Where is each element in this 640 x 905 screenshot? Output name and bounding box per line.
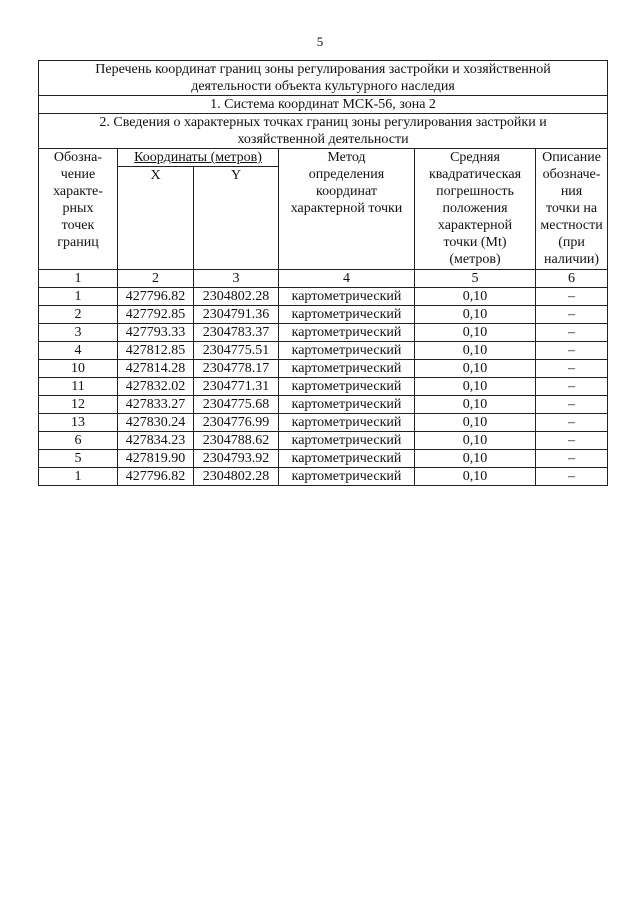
cell-y: 2304802.28: [194, 468, 279, 486]
cell-point: 11: [39, 378, 118, 396]
cell-x: 427796.82: [118, 468, 194, 486]
header-line: координат: [316, 184, 377, 199]
col-header-method: [279, 149, 415, 270]
cell-point: 13: [39, 414, 118, 432]
cell-point: 12: [39, 396, 118, 414]
header-line: Описание: [542, 150, 601, 165]
cell-error: 0,10: [415, 432, 536, 450]
col-header-description: [536, 149, 608, 270]
section-1-heading: 1. Система координат МСК-56, зона 2: [39, 96, 608, 114]
cell-y: 2304802.28: [194, 288, 279, 306]
cell-x: 427814.28: [118, 360, 194, 378]
cell-method: картометрический: [279, 324, 415, 342]
cell-x: 427830.24: [118, 414, 194, 432]
cell-x: 427793.33: [118, 324, 194, 342]
col-header-x: X: [118, 167, 194, 270]
header-line: границ: [57, 235, 99, 250]
cell-x: 427834.23: [118, 432, 194, 450]
header-line: положения: [442, 201, 508, 216]
cell-description: –: [536, 324, 608, 342]
table-title-line: Перечень координат границ зоны регулирования застройки и хозяйственной: [95, 62, 551, 77]
header-line: обозначе-: [542, 167, 601, 182]
cell-description: –: [536, 396, 608, 414]
column-number-row: [39, 270, 608, 288]
cell-error: 0,10: [415, 288, 536, 306]
header-line: Средняя: [450, 150, 500, 165]
column-number: 6: [536, 270, 608, 288]
section-2-row: [39, 114, 608, 149]
table-title-line: деятельности объекта культурного наследия: [191, 79, 455, 94]
table-row: [39, 468, 608, 486]
col-header-y: Y: [194, 167, 279, 270]
section-1-row: [39, 96, 608, 114]
col-header-error: [415, 149, 536, 270]
table-row: [39, 396, 608, 414]
header-line: рных: [62, 201, 94, 216]
header-line: чение: [60, 167, 96, 182]
cell-error: 0,10: [415, 306, 536, 324]
column-number: 1: [39, 270, 118, 288]
column-number: 2: [118, 270, 194, 288]
coordinates-table: [38, 60, 608, 486]
cell-error: 0,10: [415, 378, 536, 396]
page-number: 5: [316, 34, 324, 49]
cell-method: картометрический: [279, 360, 415, 378]
table-row: [39, 450, 608, 468]
header-line: (при: [558, 235, 585, 250]
cell-error: 0,10: [415, 396, 536, 414]
cell-y: 2304788.62: [194, 432, 279, 450]
section-2-line: хозяйственной деятельности: [237, 132, 409, 147]
cell-error: 0,10: [415, 324, 536, 342]
cell-point: 4: [39, 342, 118, 360]
header-line: квадратическая: [428, 167, 522, 182]
cell-method: картометрический: [279, 306, 415, 324]
cell-x: 427833.27: [118, 396, 194, 414]
cell-y: 2304775.51: [194, 342, 279, 360]
cell-x: 427812.85: [118, 342, 194, 360]
header-line: наличии): [544, 252, 600, 267]
table-row: [39, 342, 608, 360]
cell-description: –: [536, 288, 608, 306]
header-line: определения: [308, 167, 385, 182]
cell-point: 6: [39, 432, 118, 450]
cell-y: 2304771.31: [194, 378, 279, 396]
cell-point: 10: [39, 360, 118, 378]
cell-point: 2: [39, 306, 118, 324]
cell-error: 0,10: [415, 468, 536, 486]
header-line: характерной: [437, 218, 513, 233]
header-line: характе-: [53, 184, 103, 199]
cell-x: 427796.82: [118, 288, 194, 306]
header-line: точек: [61, 218, 95, 233]
cell-y: 2304776.99: [194, 414, 279, 432]
cell-description: –: [536, 414, 608, 432]
column-number: 5: [415, 270, 536, 288]
table-row: [39, 306, 608, 324]
cell-method: картометрический: [279, 432, 415, 450]
cell-method: картометрический: [279, 414, 415, 432]
cell-y: 2304778.17: [194, 360, 279, 378]
table-row: [39, 414, 608, 432]
header-line: ния: [560, 184, 583, 199]
cell-y: 2304783.37: [194, 324, 279, 342]
cell-method: картометрический: [279, 378, 415, 396]
header-line: характерной точки: [290, 201, 403, 216]
header-line: местности: [540, 218, 603, 233]
cell-error: 0,10: [415, 414, 536, 432]
cell-point: 5: [39, 450, 118, 468]
header-line: Обозна-: [53, 150, 103, 165]
column-header-row-1: [39, 149, 608, 167]
cell-x: 427792.85: [118, 306, 194, 324]
cell-description: –: [536, 306, 608, 324]
cell-method: картометрический: [279, 396, 415, 414]
cell-y: 2304793.92: [194, 450, 279, 468]
cell-y: 2304791.36: [194, 306, 279, 324]
cell-method: картометрический: [279, 288, 415, 306]
col-header-point: [39, 149, 118, 270]
table-row: [39, 378, 608, 396]
header-line: (метров): [449, 252, 501, 267]
table-row: [39, 432, 608, 450]
cell-x: 427819.90: [118, 450, 194, 468]
header-line: точки (Mt): [443, 235, 507, 250]
cell-description: –: [536, 378, 608, 396]
section-2-line: 2. Сведения о характерных точках границ зоны регулирования застройки и: [99, 115, 547, 130]
cell-method: картометрический: [279, 450, 415, 468]
cell-point: 1: [39, 468, 118, 486]
section-2-heading: [39, 114, 608, 149]
table-title-row: [39, 61, 608, 96]
cell-method: картометрический: [279, 342, 415, 360]
table-row: [39, 288, 608, 306]
cell-y: 2304775.68: [194, 396, 279, 414]
table-row: [39, 360, 608, 378]
cell-description: –: [536, 468, 608, 486]
cell-description: –: [536, 342, 608, 360]
col-header-coordinates: Координаты (метров): [118, 149, 279, 167]
header-line: погрешность: [436, 184, 514, 199]
header-line: точки на: [545, 201, 598, 216]
cell-description: –: [536, 360, 608, 378]
column-number: 3: [194, 270, 279, 288]
cell-point: 3: [39, 324, 118, 342]
cell-error: 0,10: [415, 342, 536, 360]
cell-description: –: [536, 450, 608, 468]
cell-x: 427832.02: [118, 378, 194, 396]
cell-point: 1: [39, 288, 118, 306]
table-row: [39, 324, 608, 342]
cell-error: 0,10: [415, 450, 536, 468]
cell-description: –: [536, 432, 608, 450]
column-number: 4: [279, 270, 415, 288]
table-title: [39, 61, 608, 96]
header-line: Метод: [327, 150, 366, 165]
cell-method: картометрический: [279, 468, 415, 486]
cell-error: 0,10: [415, 360, 536, 378]
